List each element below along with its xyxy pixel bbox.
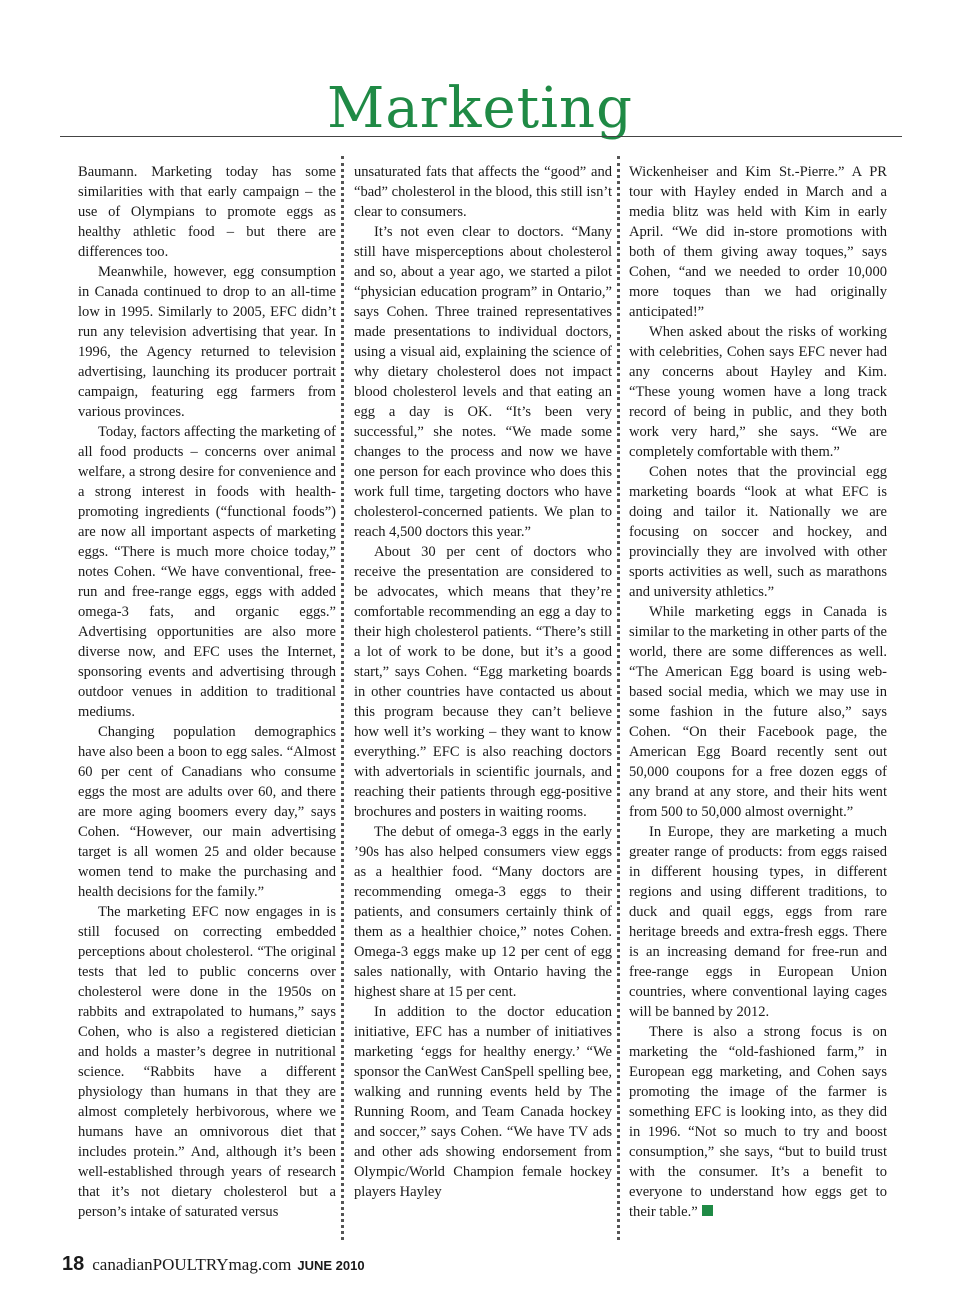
paragraph: Changing population demographics have also been a boon to egg sales. “Almost 60 per cent of Canadians who consume eggs the most are adults over 60, and there are more aging boomers every day,” says Cohen. “However, our main advertising target is all women 25 and older because women tend to make the purchasing and health decisions for the family.”: [78, 724, 336, 900]
page-number: 18: [62, 1253, 85, 1275]
paragraph: Wickenheiser and Kim St.-Pierre.” A PR tour with Hayley ended in March and a media blitz was held with Kim in early April. “We did in-store promotions with both of them giving away toques,” says Cohen, “and we needed to order 10,000 more toques than we had originally anticipated!”: [629, 164, 887, 320]
paragraph: unsaturated fats that affects the “good” and “bad” cholesterol in the blood, this still isn’t clear to consumers.: [354, 164, 612, 220]
paragraph: Baumann. Marketing today has some similarities with that early campaign – the use of Olympians to promote eggs as healthy athletic food – but there are differences too.: [78, 164, 336, 260]
paragraph: In Europe, they are marketing a much greater range of products: from eggs raised in different housing types, in different regions and using different traditions, to duck and quail eggs, eggs from rare heritage breeds and extra-fresh eggs. There is an increasing demand for free-run and free-range eggs in European Union countries, where conventional laying cages will be banned by 2012.: [629, 824, 887, 1020]
paragraph: While marketing eggs in Canada is similar to the marketing in other parts of the world, there are some differences as well. “The American Egg board is using web-based social media, which we may use in some fashion in the future also,” says Cohen. “On their Facebook page, the American Egg Board recently sent out 50,000 coupons for a free dozen eggs of any brand at any store, and their hits went from 500 to 50,000 almost overnight.”: [629, 604, 887, 820]
final-paragraph: [629, 1022, 887, 1222]
paragraph: Cohen notes that the provincial egg marketing boards “look at what EFC is doing and tailor it. Nationally we are focusing on soccer and hockey, and provincially they are involved with other sports activities as well, such as marathons and university athletics.”: [629, 464, 887, 600]
paragraph: Meanwhile, however, egg consumption in Canada continued to drop to an all-time low in 1995. Similarly to 2005, EFC didn’t run any television advertising that year. In 1996, the Agency returned to television advertising, launching its producer portrait campaign, featuring egg farmers from various provinces.: [78, 264, 336, 420]
issue-date: JUNE 2010: [297, 1258, 365, 1273]
section-title: Marketing: [327, 76, 633, 141]
end-of-article-icon: [702, 1205, 713, 1216]
paragraph: The debut of omega-3 eggs in the early ’90s has also helped consumers view eggs as a healthier food. “Many doctors are recommending omega-3 eggs to their patients, and consumers certainly think of them as a healthier choice,” notes Cohen. Omega-3 eggs make up 12 per cent of egg sales nationally, with Ontario having the highest share at 15 per cent.: [354, 824, 612, 1000]
paragraph: It’s not even clear to doctors. “Many still have misperceptions about cholesterol and so, about a year ago, we started a pilot “physician education program” in Ontario,” says Cohen. Three trained representatives made presentations to individual doctors, using a visual aid, explaining the science of why dietary cholesterol does not impact blood cholesterol levels and that eating an egg a day is OK. “It’s been very successful,” she notes. “We made some changes to the process and now we have one person for each province who does this work full time, targeting doctors who have cholesterol-concerned patients. We plan to reach 4,500 doctors this year.”: [354, 224, 612, 540]
paragraph: Today, factors affecting the marketing of all food products – concerns over animal welfare, a strong desire for convenience and a strong interest in foods with health-promoting ingredients (“functional foods”) are now all important aspects of marketing eggs. “There is much more choice today,” notes Cohen. “We have conventional, free-run and free-range eggs, eggs with added omega-3 fats, and organic eggs.” Advertising opportunities are also more diverse now, and EFC uses the Internet, sponsoring events and advertising through outdoor venues in addition to traditional mediums.: [78, 424, 336, 720]
page-footer: [62, 1252, 365, 1276]
article-body: [78, 162, 886, 1242]
paragraph: The marketing EFC now engages in is still focused on correcting embedded perceptions about cholesterol. “The original tests that led to public concerns over cholesterol were done in the 1950s on rabbits and extrapolated to humans,” says Cohen, who is also a registered dietician and holds a master’s degree in nutritional science. “Rabbits have a different physiology than humans in that they are almost completely herbivorous, where we humans have an omnivorous diet that includes protein.” And, although it’s been well-established through years of research that it’s not dietary cholesterol but a person’s intake of saturated versus: [78, 904, 336, 1220]
article-column-1: [78, 162, 336, 1242]
paragraph: About 30 per cent of doctors who receive the presentation are considered to be advocates, which means that they’re comfortable recommending an egg a day to their high cholesterol patients. “There’s still a lot of work to be done, but it’s a good start,” says Cohen. “Egg marketing boards in other countries have contacted us about this program because they can’t believe how well it’s working – they want to know everything.” EFC is also reaching doctors with advertorials in scientific journals, and reaching their patients through egg-positive brochures and posters in waiting rooms.: [354, 544, 612, 820]
article-column-2: [354, 162, 612, 1242]
header-rule: [60, 136, 902, 137]
paragraph: When asked about the risks of working with celebrities, Cohen says EFC never had any concerns about Hayley and Kim. “These young women have a long track record of being in public, and they both work very hard,” she says. “We are completely comfortable with them.”: [629, 324, 887, 460]
paragraph-text: There is also a strong focus is on marketing the “old-fashioned farm,” in European egg marketing, and Cohen says promoting the image of the farmer is something EFC is looking into, as they did in 1996. “Not so much to try and boost consumption,” she says, “but to build trust with the consumer. It’s a benefit to everyone to understand how eggs get to their table.”: [629, 1024, 887, 1220]
page-header: [0, 0, 960, 140]
website-link[interactable]: canadianPOULTRYmag.com: [92, 1255, 292, 1274]
article-column-3: [629, 162, 887, 1242]
paragraph: In addition to the doctor education initiative, EFC has a number of initiatives marketing ‘eggs for healthy energy.’ “We sponsor the CanWest CanSpell spelling bee, walking and running events held by The Running Room, and Team Canada hockey and soccer,” says Cohen. “We have TV ads and other ads showing endorsement from Olympic/World Champion female hockey players Hayley: [354, 1004, 612, 1200]
